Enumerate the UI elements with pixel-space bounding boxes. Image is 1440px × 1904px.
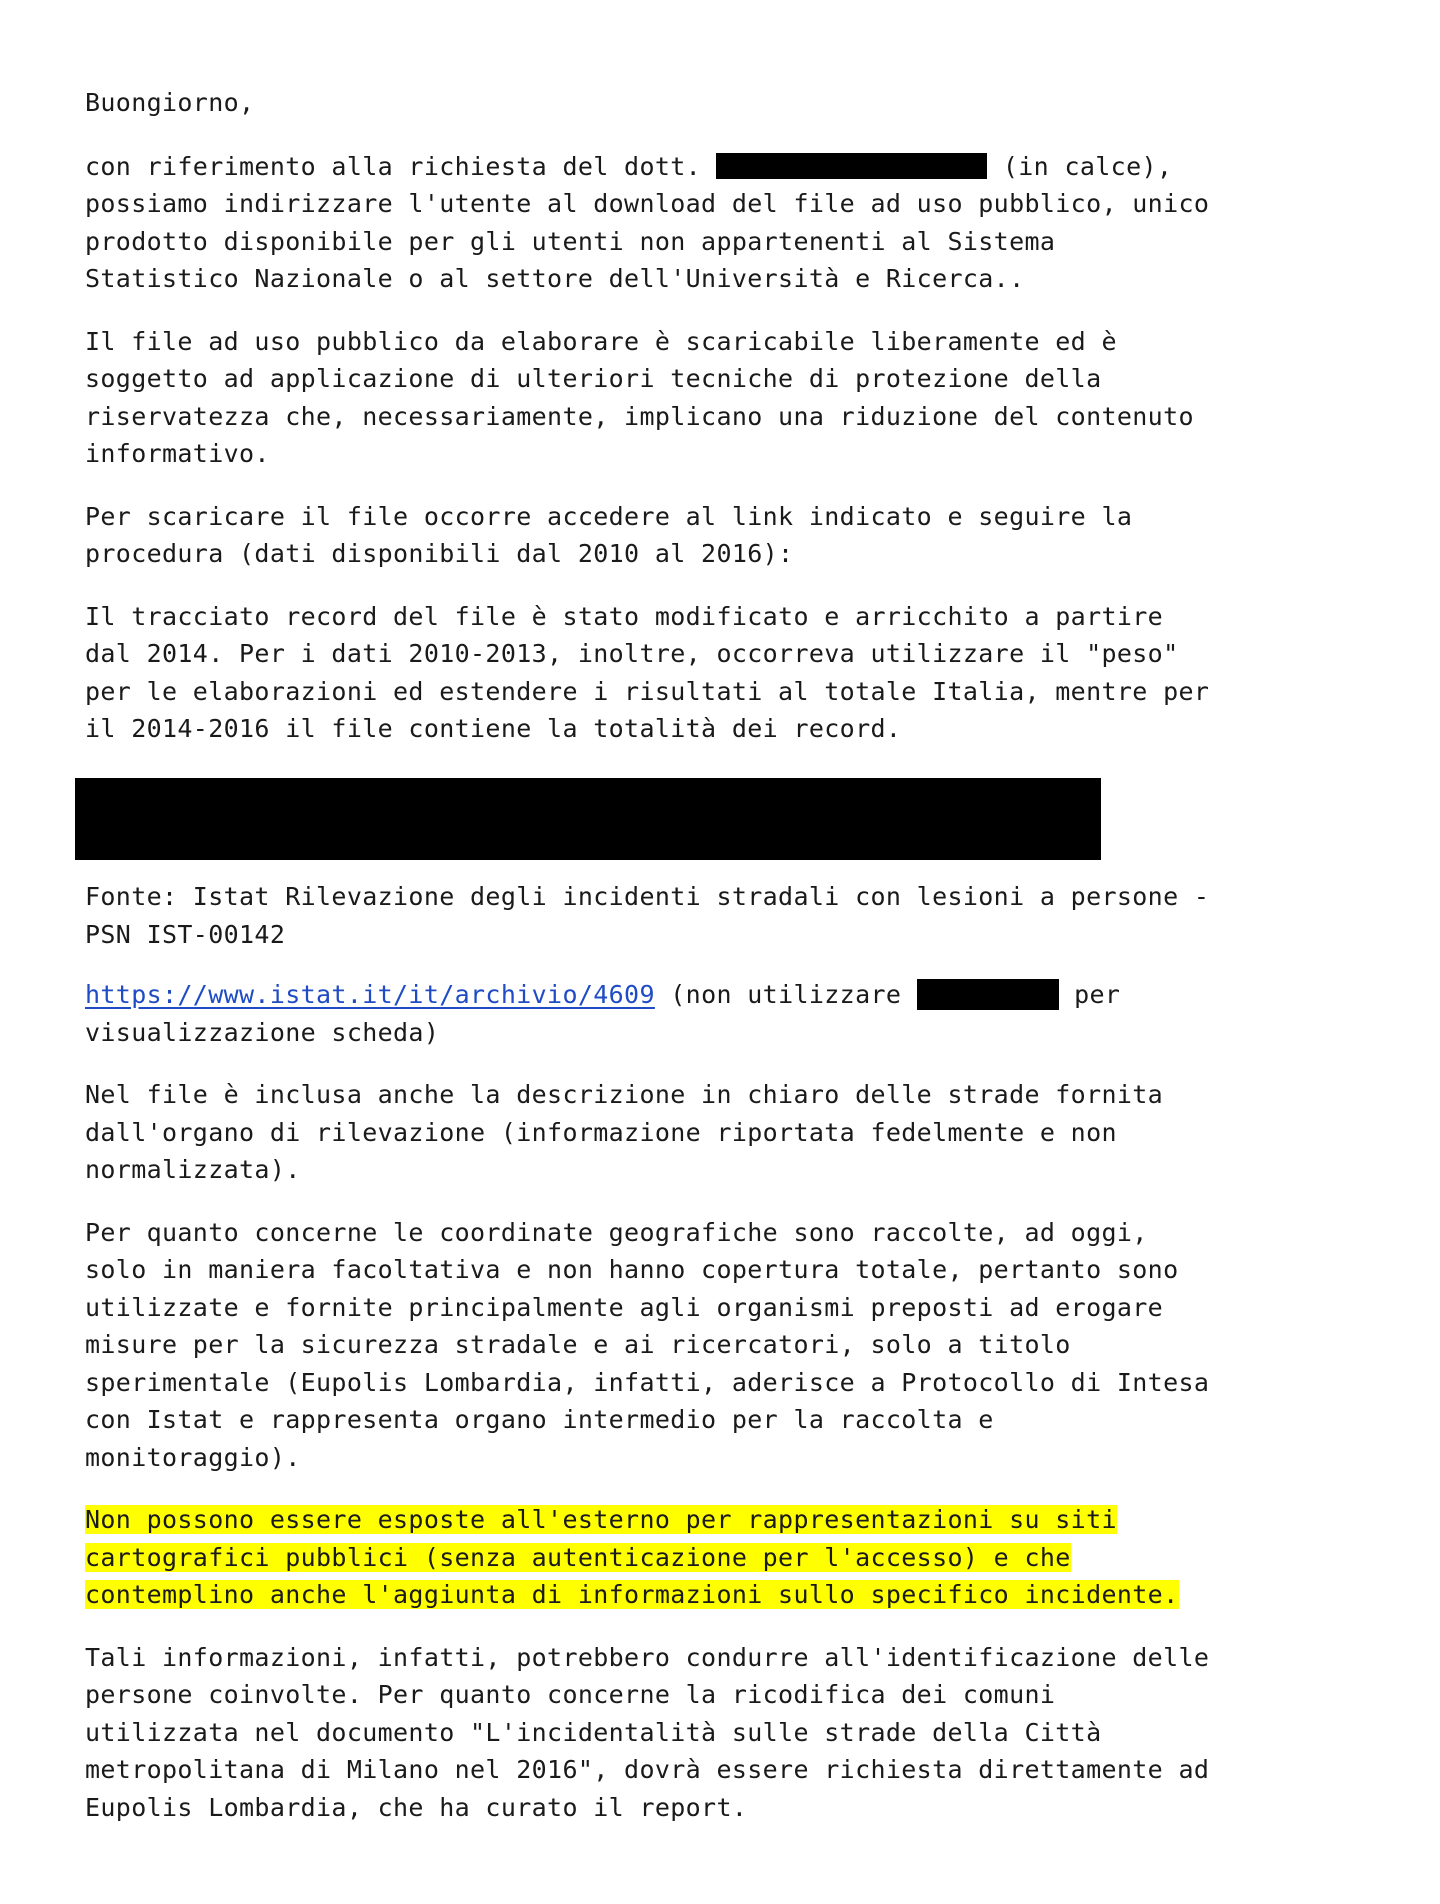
source-section bbox=[85, 878, 1385, 978]
highlighted-line-1: Non possono essere esposte all'esterno per rappresentazioni su siti bbox=[85, 1505, 1117, 1534]
redacted-block bbox=[75, 778, 1101, 860]
istat-archive-link[interactable]: https://www.istat.it/it/archivio/4609 bbox=[85, 980, 655, 1009]
redacted-name bbox=[716, 153, 987, 179]
paragraph-public-file: Il file ad uso pubblico da elaborare è scaricabile liberamente ed è soggetto ad applicazione di ulteriori tecniche di protezione della riservatezza che, necessariamente, implicano una riduzione del contenuto informativo. bbox=[85, 326, 1194, 468]
email-body-lower bbox=[85, 976, 1385, 1851]
paragraph-request-start: con riferimento alla richiesta del dott. bbox=[85, 151, 717, 181]
paragraph-link bbox=[85, 976, 1385, 1051]
paragraph-street-description: Nel file è inclusa anche la descrizione in chiaro delle strade fornita dall'organo di rilevazione (informazione riportata fedelmente e non normalizzata). bbox=[85, 1080, 1164, 1184]
paragraph-coordinates: Per quanto concerne le coordinate geografiche sono raccolte, ad oggi, solo in maniera facoltativa e non hanno copertura totale, pertanto sono utilizzate e fornite principalmente agli organismi preposti ad erogare misure per la sicurezza stradale e ai ricercatori, solo a titolo sperimentale (Eupolis Lombardia, infatti, aderisce a Protocollo di Intesa con Istat e rappresenta organo intermedio per la raccolta e monitoraggio). bbox=[85, 1217, 1210, 1472]
highlighted-line-2: cartografici pubblici (senza autenticazione per l'accesso) e che bbox=[85, 1542, 1071, 1572]
paragraph-identification: Tali informazioni, infatti, potrebbero condurre all'identificazione delle persone coinvolte. Per quanto concerne la ricodifica dei comuni utilizzata nel documento "L'incidentalità sulle strade della Città metropolitana di Milano nel 2016", dovrà essere richiesta direttamente ad Eupolis Lombardia, che ha curato il report. bbox=[85, 1642, 1210, 1822]
redacted-link-text bbox=[917, 979, 1059, 1010]
highlighted-line-3: contemplino anche l'aggiunta di informazioni sullo specifico incidente. bbox=[85, 1580, 1179, 1609]
paragraph-highlighted-warning bbox=[85, 1501, 1385, 1614]
greeting: Buongiorno, bbox=[85, 88, 255, 117]
paragraph-request bbox=[85, 148, 1385, 298]
email-body bbox=[85, 84, 1385, 773]
paragraph-link-middle: (non utilizzare bbox=[654, 980, 917, 1009]
paragraph-request-end: (in calce), possiamo indirizzare l'utente al download del file ad uso pubblico, unico prodotto disponibile per gli utenti non appartenenti al Sistema Statistico Nazionale o al settore dell'Università e Ricerca.. bbox=[85, 151, 1210, 293]
paragraph-link-end: per visualizzazione scheda) bbox=[85, 980, 1121, 1047]
paragraph-source: Fonte: Istat Rilevazione degli incidenti stradali con lesioni a persone - PSN IST-00142 bbox=[85, 882, 1210, 949]
paragraph-download-procedure: Per scaricare il file occorre accedere al link indicato e seguire la procedura (dati disponibili dal 2010 al 2016): bbox=[85, 501, 1133, 568]
paragraph-record-layout: Il tracciato record del file è stato modificato e arricchito a partire dal 2014. Per i dati 2010-2013, inoltre, occorreva utilizzare il "peso" per le elaborazioni ed estendere i risultati al totale Italia, mentre per il 2014-2016 il file contiene la totalità dei record. bbox=[85, 601, 1210, 743]
